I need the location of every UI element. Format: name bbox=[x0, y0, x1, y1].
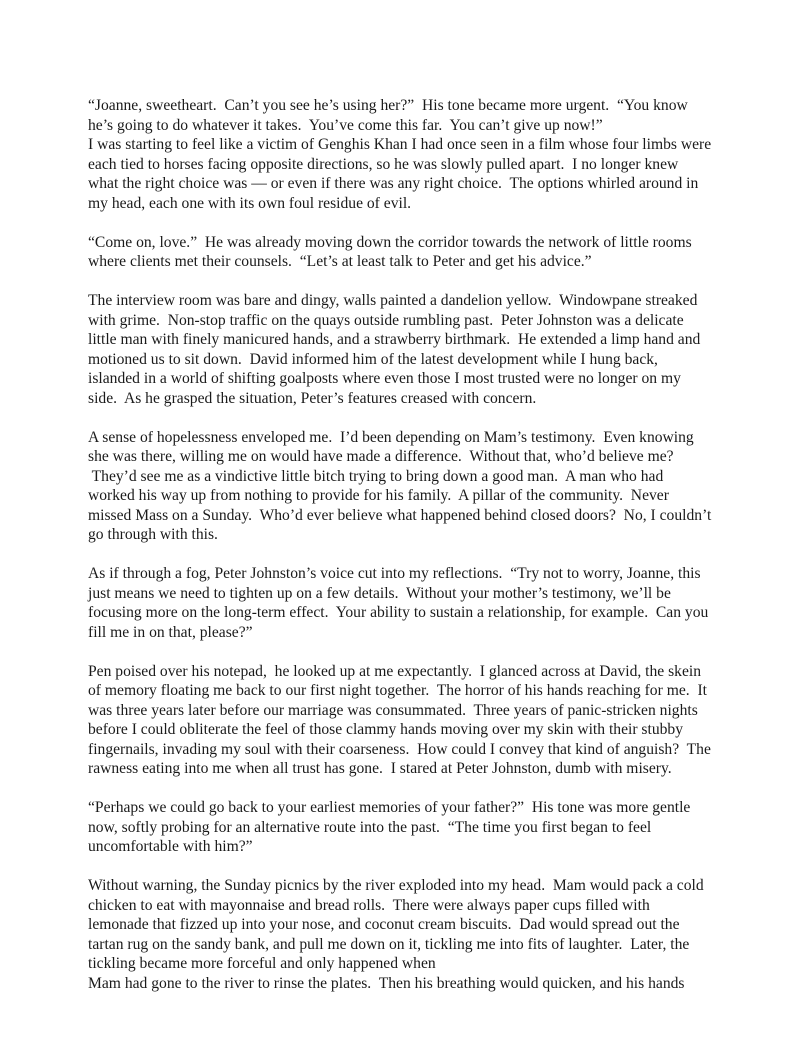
text-line: focusing more on the long-term effect. Your ability to sustain a relationship, for example. Can you bbox=[88, 604, 709, 621]
text-line: The interview room was bare and dingy, walls painted a dandelion yellow. Windowpane streaked bbox=[88, 292, 698, 309]
text-line: of memory floating me back to our first night together. The horror of his hands reaching for me. It bbox=[88, 682, 707, 699]
text-line: go through with this. bbox=[88, 526, 218, 543]
paragraph bbox=[88, 428, 738, 545]
paragraph bbox=[88, 564, 738, 642]
text-line: just means we need to tighten up on a few details. Without your mother’s testimony, we’ll be bbox=[88, 584, 671, 602]
document-page bbox=[88, 96, 738, 1013]
text-line: now, softly probing for an alternative route into the past. “The time you first began to feel bbox=[88, 818, 652, 836]
text-line: he’s going to do whatever it takes. You’ve come this far. You can’t give up now!” bbox=[88, 116, 603, 134]
text-line: motioned us to sit down. David informed him of the latest development while I hung back, bbox=[88, 350, 658, 368]
paragraph bbox=[88, 96, 738, 213]
paragraph bbox=[88, 662, 738, 779]
text-line: “Come on, love.” He was already moving down the corridor towards the network of little rooms bbox=[88, 233, 692, 251]
text-line: worked his way up from nothing to provide for his family. A pillar of the community. Never bbox=[88, 487, 669, 504]
text-line: tartan rug on the sandy bank, and pull me down on it, tickling me into fits of laughter. Later, the bbox=[88, 935, 690, 953]
text-line: “Perhaps we could go back to your earliest memories of your father?” His tone was more gentle bbox=[88, 799, 691, 816]
text-line: “Joanne, sweetheart. Can’t you see he’s using her?” His tone became more urgent. “You know bbox=[88, 97, 688, 114]
text-line: islanded in a world of shifting goalposts where even those I most trusted were no longer on my bbox=[88, 370, 681, 387]
text-line: what the right choice was — or even if there was any right choice. The options whirled around in bbox=[88, 175, 699, 192]
text-line: fingernails, invading my soul with their coarseness. How could I convey that kind of anguish? The bbox=[88, 740, 711, 758]
text-line: fill me in on that, please?” bbox=[88, 623, 253, 641]
text-line: chicken to eat with mayonnaise and bread rolls. There were always paper cups filled with bbox=[88, 896, 650, 914]
paragraph bbox=[88, 291, 738, 408]
text-line: side. As he grasped the situation, Peter’s features creased with concern. bbox=[88, 389, 537, 407]
text-line: I was starting to feel like a victim of Genghis Khan I had once seen in a film whose four limbs were bbox=[88, 136, 712, 153]
text-line: tickling became more forceful and only happened when bbox=[88, 955, 436, 972]
text-line: rawness eating into me when all trust has gone. I stared at Peter Johnston, dumb with misery. bbox=[88, 760, 672, 777]
text-line: where clients met their counsels. “Let’s at least talk to Peter and get his advice.” bbox=[88, 253, 592, 270]
text-line: with grime. Non-stop traffic on the quays outside rumbling past. Peter Johnston was a delicate bbox=[88, 311, 684, 329]
text-line: was three years later before our marriage was consummated. Three years of panic-stricken nights bbox=[88, 701, 698, 719]
text-line: They’d see me as a vindictive little bitch trying to bring down a good man. A man who had bbox=[88, 467, 664, 485]
paragraph bbox=[88, 798, 738, 857]
paragraph bbox=[88, 876, 738, 993]
text-line: Without warning, the Sunday picnics by the river exploded into my head. Mam would pack a cold bbox=[88, 877, 704, 894]
text-line: As if through a fog, Peter Johnston’s voice cut into my reflections. “Try not to worry, Joanne, this bbox=[88, 565, 701, 582]
text-line: Mam had gone to the river to rinse the plates. Then his breathing would quicken, and his hands bbox=[88, 974, 685, 992]
text-line: A sense of hopelessness enveloped me. I’d been depending on Mam’s testimony. Even knowing bbox=[88, 428, 694, 446]
text-line: my head, each one with its own foul residue of evil. bbox=[88, 194, 412, 212]
text-line: lemonade that fizzed up into your nose, and coconut cream biscuits. Dad would spread out the bbox=[88, 916, 680, 933]
text-line: before I could obliterate the feel of those clammy hands moving over my skin with their stubby bbox=[88, 721, 684, 738]
text-line: missed Mass on a Sunday. Who’d ever believe what happened behind closed doors? No, I couldn’t bbox=[88, 506, 712, 524]
text-line: she was there, willing me on would have made a difference. Without that, who’d believe me? bbox=[88, 448, 674, 465]
text-line: little man with finely manicured hands, and a strawberry birthmark. He extended a limp hand and bbox=[88, 331, 701, 348]
text-line: uncomfortable with him?” bbox=[88, 838, 253, 855]
text-line: each tied to horses facing opposite directions, so he was slowly pulled apart. I no longer knew bbox=[88, 155, 679, 173]
text-line: Pen poised over his notepad, he looked up at me expectantly. I glanced across at David, the skein bbox=[88, 662, 702, 680]
paragraph bbox=[88, 233, 738, 272]
